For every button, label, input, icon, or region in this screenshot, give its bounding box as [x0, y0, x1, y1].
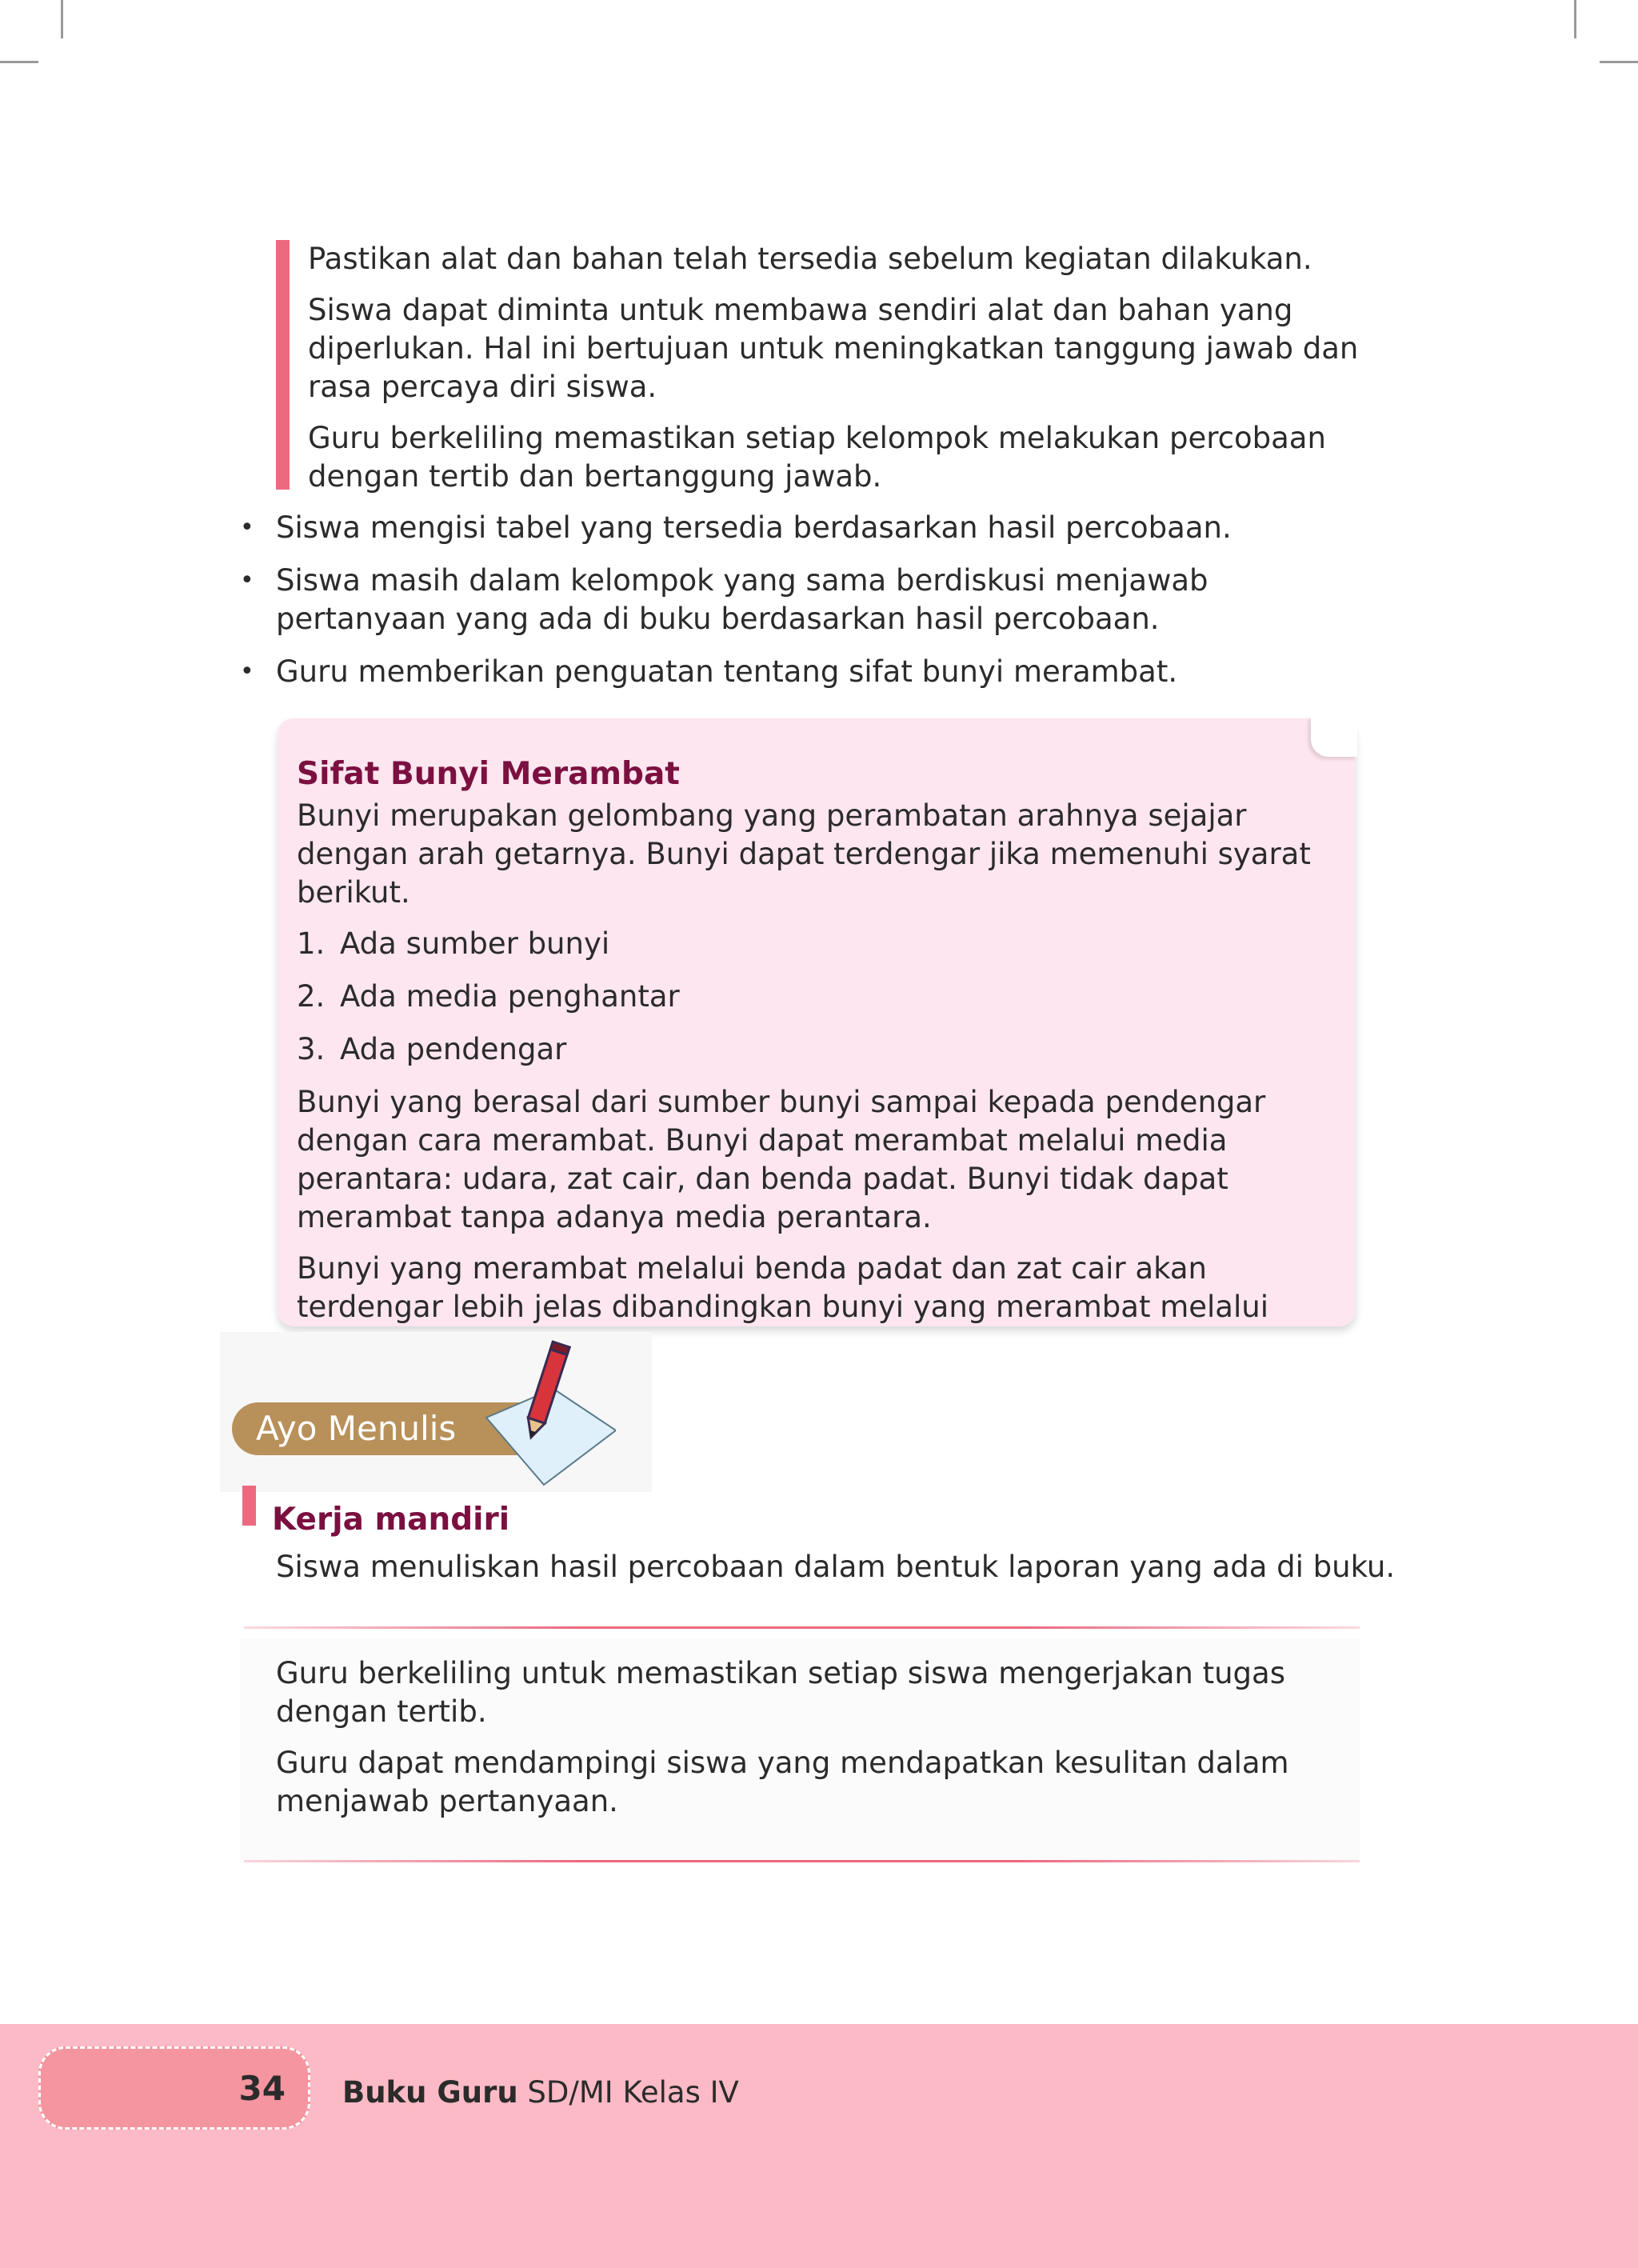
- list-item-text: Siswa mengisi tabel yang tersedia berdasarkan hasil percobaan.: [276, 510, 1232, 545]
- section-accent-bar: [242, 1486, 256, 1526]
- info-box-content: [297, 754, 1336, 1378]
- teacher-note-block: [276, 240, 1364, 509]
- info-box-paragraph: Bunyi yang berasal dari sumber bunyi sampai kepada pendengar dengan cara merambat. Bunyi dapat merambat melalui media perantara: udara, zat cair, dan benda padat. Bunyi tidak dapat merambat tanpa adanya media perantara.: [297, 1085, 1266, 1234]
- list-item: [240, 562, 1376, 638]
- book-title-rest: SD/MI Kelas IV: [517, 2075, 739, 2110]
- bullet-icon: •: [240, 514, 254, 542]
- note-paragraph: Pastikan alat dan bahan telah tersedia sebelum kegiatan dilakukan.: [308, 242, 1312, 276]
- list-item-text: Ada media penghantar: [340, 979, 680, 1014]
- note-paragraph: Siswa dapat diminta untuk membawa sendiri alat dan bahan yang diperlukan. Hal ini bertujuan untuk meningkatkan tanggung jawab dan rasa percaya diri siswa.: [308, 293, 1359, 404]
- list-number: 1.: [297, 926, 326, 961]
- list-item: [297, 925, 1336, 963]
- kerja-mandiri-heading: Kerja mandiri: [272, 1502, 510, 1538]
- list-item: [297, 978, 1336, 1016]
- page-number-badge: [38, 2046, 310, 2130]
- teacher-guidance-block: [240, 1638, 1360, 1862]
- note-paragraph: Guru berkeliling memastikan setiap kelompok melakukan percobaan dengan tertib dan bertanggung jawab.: [308, 421, 1326, 494]
- list-number: 3.: [297, 1032, 326, 1066]
- page-number: 34: [238, 2069, 286, 2108]
- pencil-paper-icon: [480, 1338, 616, 1490]
- list-number: 2.: [297, 979, 326, 1014]
- activity-bullet-list: [240, 509, 1376, 706]
- list-item: [240, 653, 1376, 691]
- divider-line: [244, 1626, 1360, 1629]
- kerja-mandiri-text: Siswa menuliskan hasil percobaan dalam bentuk laporan yang ada di buku.: [276, 1550, 1396, 1584]
- info-box-intro: Bunyi merupakan gelombang yang perambatan arahnya sejajar dengan arah getarnya. Bunyi dapat terdengar jika memenuhi syarat berikut.: [297, 798, 1311, 910]
- list-item: [297, 1030, 1336, 1069]
- guidance-paragraph: Guru dapat mendampingi siswa yang mendapatkan kesulitan dalam menjawab pertanyaan.: [276, 1746, 1289, 1818]
- bullet-icon: •: [240, 566, 254, 594]
- page-footer: [0, 2024, 1638, 2268]
- note-accent-bar: [276, 240, 290, 490]
- ayo-menulis-label: Ayo Menulis: [256, 1409, 457, 1448]
- book-title-bold: Buku Guru: [342, 2075, 518, 2110]
- crop-mark: [0, 61, 38, 63]
- list-item-text: Siswa masih dalam kelompok yang sama berdiskusi menjawab pertanyaan yang ada di buku berdasarkan hasil percobaan.: [276, 563, 1209, 636]
- divider-line: [244, 1860, 1360, 1862]
- list-item-text: Ada pendengar: [340, 1032, 567, 1066]
- list-item: [240, 509, 1376, 547]
- book-title: [342, 2074, 739, 2112]
- info-box-title: Sifat Bunyi Merambat: [297, 756, 680, 792]
- crop-mark: [1600, 61, 1638, 63]
- bullet-icon: •: [240, 658, 254, 686]
- crop-mark: [1574, 0, 1576, 38]
- requirements-list: [297, 925, 1336, 1069]
- page-fold-corner: [1311, 717, 1357, 757]
- crop-mark: [61, 0, 63, 38]
- list-item-text: Guru memberikan penguatan tentang sifat bunyi merambat.: [276, 654, 1178, 689]
- info-box-sifat-bunyi: [278, 718, 1356, 1326]
- ayo-menulis-banner: [232, 1402, 520, 1455]
- list-item-text: Ada sumber bunyi: [340, 926, 610, 961]
- guidance-paragraph: Guru berkeliling untuk memastikan setiap siswa mengerjakan tugas dengan tertib.: [276, 1656, 1285, 1729]
- info-box-paragraph: Bunyi yang merambat melalui benda padat dan zat cair akan terdengar lebih jelas dibandingkan bunyi yang merambat melalui: [297, 1251, 1268, 1324]
